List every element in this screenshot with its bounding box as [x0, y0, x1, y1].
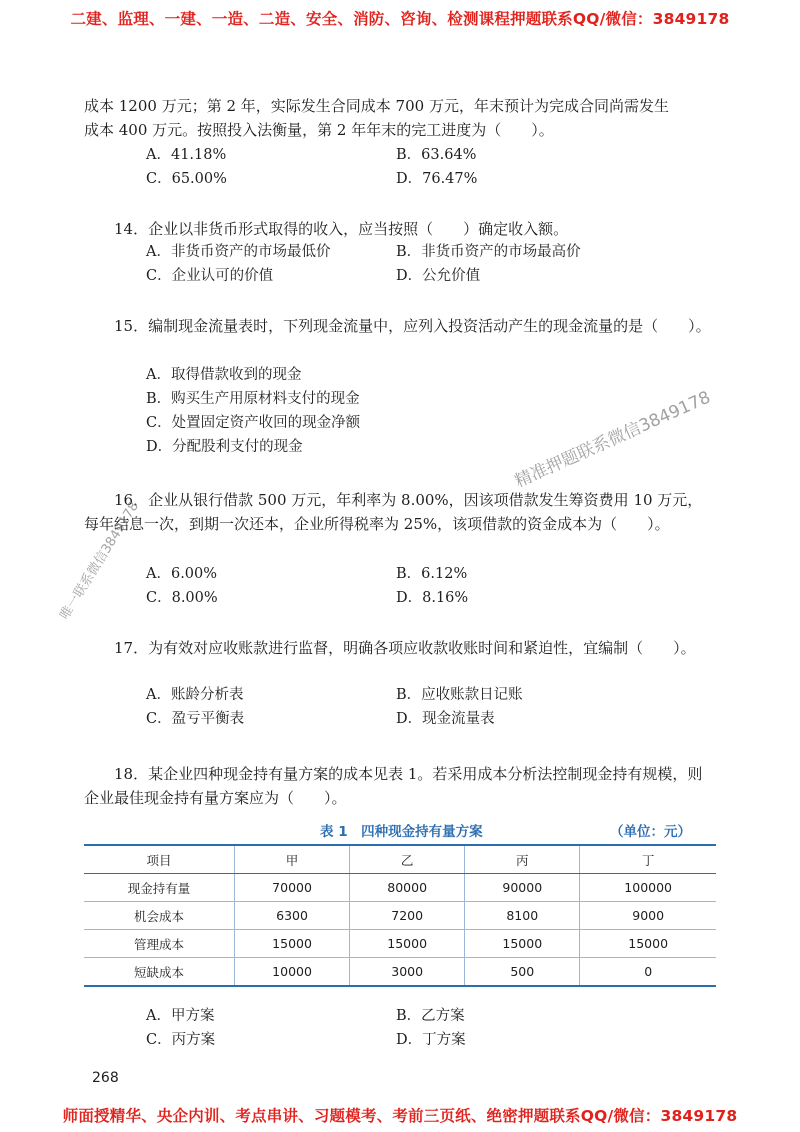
table-cell: 15000: [465, 930, 580, 958]
q18-option-c: C．丙方案: [146, 1032, 216, 1048]
table-cell: 15000: [235, 930, 350, 958]
q15-option-b: B．购买生产用原材料支付的现金: [146, 391, 360, 407]
cash-holding-table: [84, 844, 716, 987]
q15-option-d: D．分配股利支付的现金: [146, 439, 303, 455]
q16-option-b: B．6.12%: [396, 566, 468, 582]
q14-option-a: A．非货币资产的市场最低价: [146, 244, 331, 260]
top-promo-banner: 二建、监理、一建、一造、二造、安全、消防、咨询、检测课程押题联系QQ/微信：3849178: [70, 10, 730, 28]
q14-option-d: D．公允价值: [396, 268, 481, 284]
table-row: [84, 958, 716, 987]
q13-line-2: 成本 400 万元。按照投入法衡量，第 2 年年末的完工进度为（ ）。: [84, 121, 554, 139]
table-header-row: [84, 845, 716, 874]
table-cell: 管理成本: [84, 930, 235, 958]
q14-option-b: B．非货币资产的市场最高价: [396, 244, 581, 260]
q16-option-c: C．8.00%: [146, 590, 218, 606]
table-cell: 0: [580, 958, 716, 987]
table-cell: 机会成本: [84, 902, 235, 930]
table-row: [84, 930, 716, 958]
table-cell: 15000: [580, 930, 716, 958]
table-header-cell: 甲: [235, 845, 350, 874]
table-cell: 现金持有量: [84, 874, 235, 902]
q17-option-c: C．盈亏平衡表: [146, 711, 245, 727]
table-cell: 10000: [235, 958, 350, 987]
q18-option-d: D．丁方案: [396, 1032, 466, 1048]
q17-stem: 17．为有效对应收账款进行监督，明确各项应收款收账时间和紧迫性，宜编制（ ）。: [114, 639, 696, 657]
q17-option-a: A．账龄分析表: [146, 687, 244, 703]
table-cell: 500: [465, 958, 580, 987]
table-header-cell: 丙: [465, 845, 580, 874]
q17-option-b: B．应收账款日记账: [396, 687, 523, 703]
table-row: [84, 874, 716, 902]
table-caption: 表 1 四种现金持有量方案: [320, 824, 483, 840]
table-header-cell: 项目: [84, 845, 235, 874]
q14-stem: 14．企业以非货币形式取得的收入，应当按照（ ）确定收入额。: [114, 220, 569, 238]
q13-option-a: A．41.18%: [146, 147, 227, 163]
table-cell: 短缺成本: [84, 958, 235, 987]
table-cell: 8100: [465, 902, 580, 930]
q16-option-d: D．8.16%: [396, 590, 469, 606]
q13-option-c: C．65.00%: [146, 171, 227, 187]
table-row: [84, 902, 716, 930]
table-cell: 3000: [350, 958, 465, 987]
table-cell: 90000: [465, 874, 580, 902]
q13-option-d: D．76.47%: [396, 171, 478, 187]
bottom-promo-banner: 师面授精华、央企内训、考点串讲、习题模考、考前三页纸、绝密押题联系QQ/微信：3849178: [62, 1107, 738, 1125]
table-header-cell: 丁: [580, 845, 716, 874]
table-header-cell: 乙: [350, 845, 465, 874]
q18-option-a: A．甲方案: [146, 1008, 215, 1024]
q15-stem: 15．编制现金流量表时，下列现金流量中，应列入投资活动产生的现金流量的是（ ）。: [114, 317, 711, 335]
table-unit: （单位：元）: [610, 824, 691, 840]
table-cell: 6300: [235, 902, 350, 930]
table-cell: 80000: [350, 874, 465, 902]
q18-option-b: B．乙方案: [396, 1008, 465, 1024]
table-cell: 15000: [350, 930, 465, 958]
q15-option-a: A．取得借款收到的现金: [146, 367, 302, 383]
q16-stem: 16．企业从银行借款 500 万元，年利率为 8.00%，因该项借款发生筹资费用 10 万元，每年结息一次，到期一次还本，企业所得税率为 25%，该项借款的资金成本为（ ）。: [84, 491, 703, 533]
table-cell: 100000: [580, 874, 716, 902]
q13-option-b: B．63.64%: [396, 147, 477, 163]
page-number: 268: [92, 1070, 119, 1086]
watermark-right: 精准押题联系微信3849178: [511, 387, 714, 492]
table-cell: 9000: [580, 902, 716, 930]
q17-option-d: D．现金流量表: [396, 711, 495, 727]
q14-option-c: C．企业认可的价值: [146, 268, 274, 284]
q16-option-a: A．6.00%: [146, 566, 218, 582]
q18-stem: 18．某企业四种现金持有量方案的成本见表 1。若采用成本分析法控制现金持有规模，则企业最佳现金持有量方案应为（ ）。: [84, 765, 703, 807]
q15-option-c: C．处置固定资产收回的现金净额: [146, 415, 361, 431]
q13-line-1: 成本 1200 万元；第 2 年，实际发生合同成本 700 万元，年末预计为完成合同尚需发生: [84, 97, 669, 115]
table-cell: 7200: [350, 902, 465, 930]
table-cell: 70000: [235, 874, 350, 902]
watermark-left: 唯一联系微信3849178: [57, 499, 143, 623]
